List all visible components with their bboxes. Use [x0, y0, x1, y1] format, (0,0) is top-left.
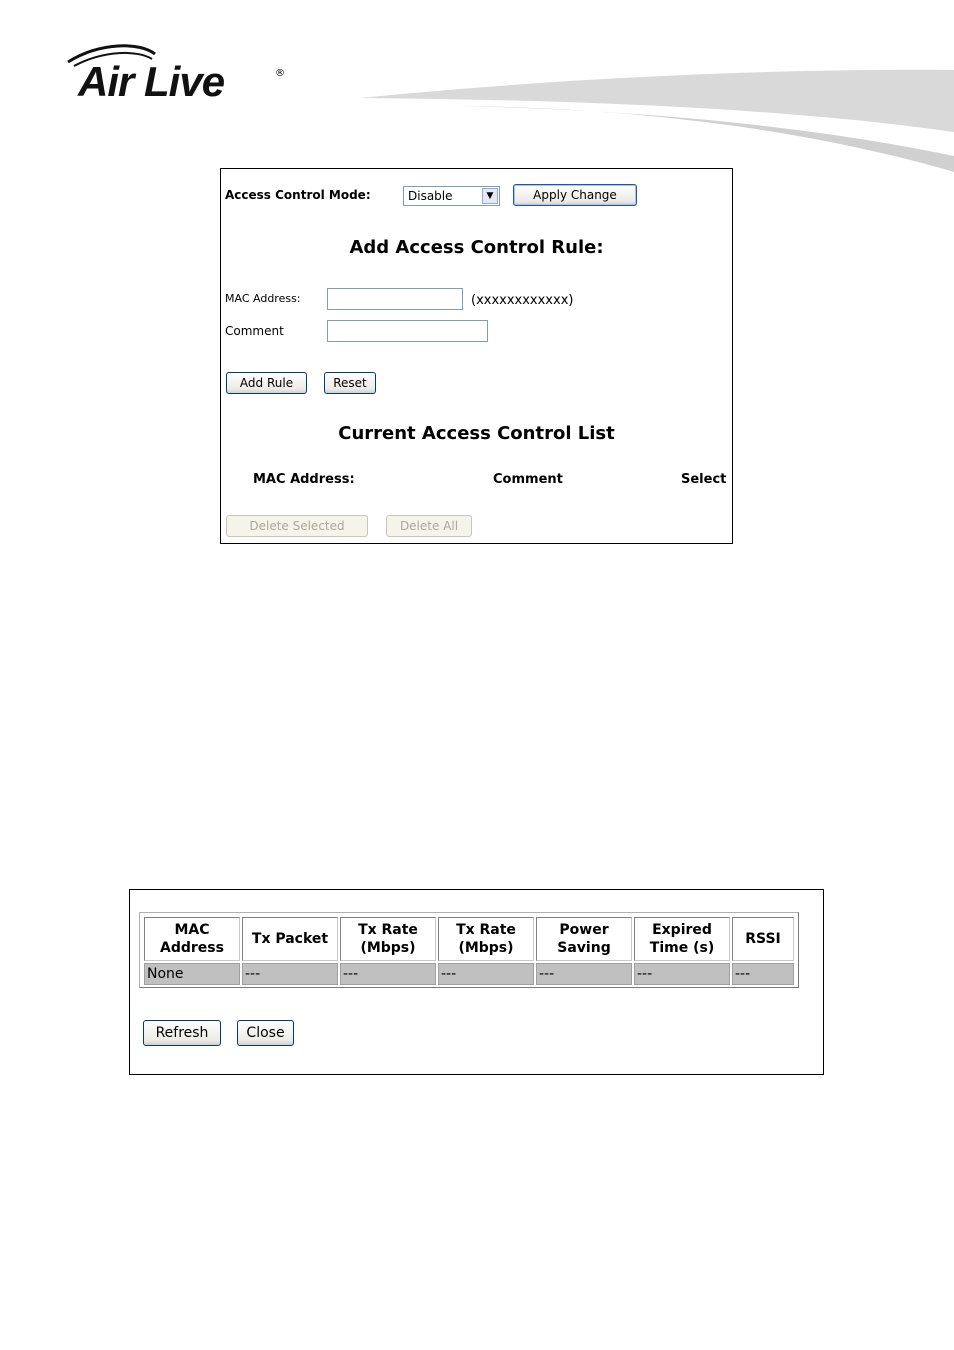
- cell-mac-address: None: [144, 963, 240, 985]
- col-power-saving: Power Saving: [536, 917, 632, 961]
- client-table-frame: [139, 912, 799, 988]
- airlive-logo: [60, 40, 300, 110]
- cell-tx-rate-2: ---: [438, 963, 534, 985]
- refresh-button[interactable]: Refresh: [143, 1020, 221, 1046]
- col-mac-address: MAC Address: [144, 917, 240, 961]
- mac-address-label: MAC Address:: [225, 292, 301, 305]
- list-col-select: Select: [681, 472, 727, 487]
- col-tx-rate-2: Tx Rate (Mbps): [438, 917, 534, 961]
- chevron-down-icon: ▼: [482, 188, 498, 204]
- cell-expired-time: ---: [634, 963, 730, 985]
- list-col-mac-address: MAC Address:: [253, 472, 355, 487]
- access-control-mode-select[interactable]: [403, 186, 500, 206]
- registered-mark: ®: [275, 68, 285, 79]
- mode-select-value: Disable: [408, 189, 453, 203]
- col-rssi: RSSI: [732, 917, 794, 961]
- access-list-heading: Current Access Control List: [338, 423, 615, 444]
- comment-label: Comment: [225, 324, 284, 338]
- active-clients-panel: [129, 889, 824, 1075]
- cell-tx-rate-1: ---: [340, 963, 436, 985]
- header-swoosh: [340, 60, 954, 180]
- reset-button[interactable]: Reset: [324, 372, 376, 394]
- cell-power-saving: ---: [536, 963, 632, 985]
- cell-tx-packet: ---: [242, 963, 338, 985]
- table-header-row: [144, 917, 794, 961]
- add-rule-heading: Add Access Control Rule:: [349, 237, 604, 258]
- apply-change-button[interactable]: Apply Change: [513, 184, 637, 206]
- logo-text: Air Live: [78, 58, 225, 105]
- mac-address-input[interactable]: [327, 288, 463, 310]
- add-rule-button[interactable]: Add Rule: [226, 372, 307, 394]
- delete-all-button[interactable]: Delete All: [386, 515, 472, 537]
- list-col-comment: Comment: [493, 472, 563, 487]
- col-expired-time: Expired Time (s): [634, 917, 730, 961]
- close-button[interactable]: Close: [237, 1020, 294, 1046]
- comment-input[interactable]: [327, 320, 488, 342]
- access-control-panel: [220, 168, 733, 544]
- table-row: [144, 963, 794, 985]
- col-tx-packet: Tx Packet: [242, 917, 338, 961]
- client-table: [142, 915, 796, 987]
- col-tx-rate-1: Tx Rate (Mbps): [340, 917, 436, 961]
- access-control-mode-label: Access Control Mode:: [225, 188, 371, 202]
- cell-rssi: ---: [732, 963, 794, 985]
- delete-selected-button[interactable]: Delete Selected: [226, 515, 368, 537]
- mac-address-hint: (xxxxxxxxxxxx): [471, 293, 574, 308]
